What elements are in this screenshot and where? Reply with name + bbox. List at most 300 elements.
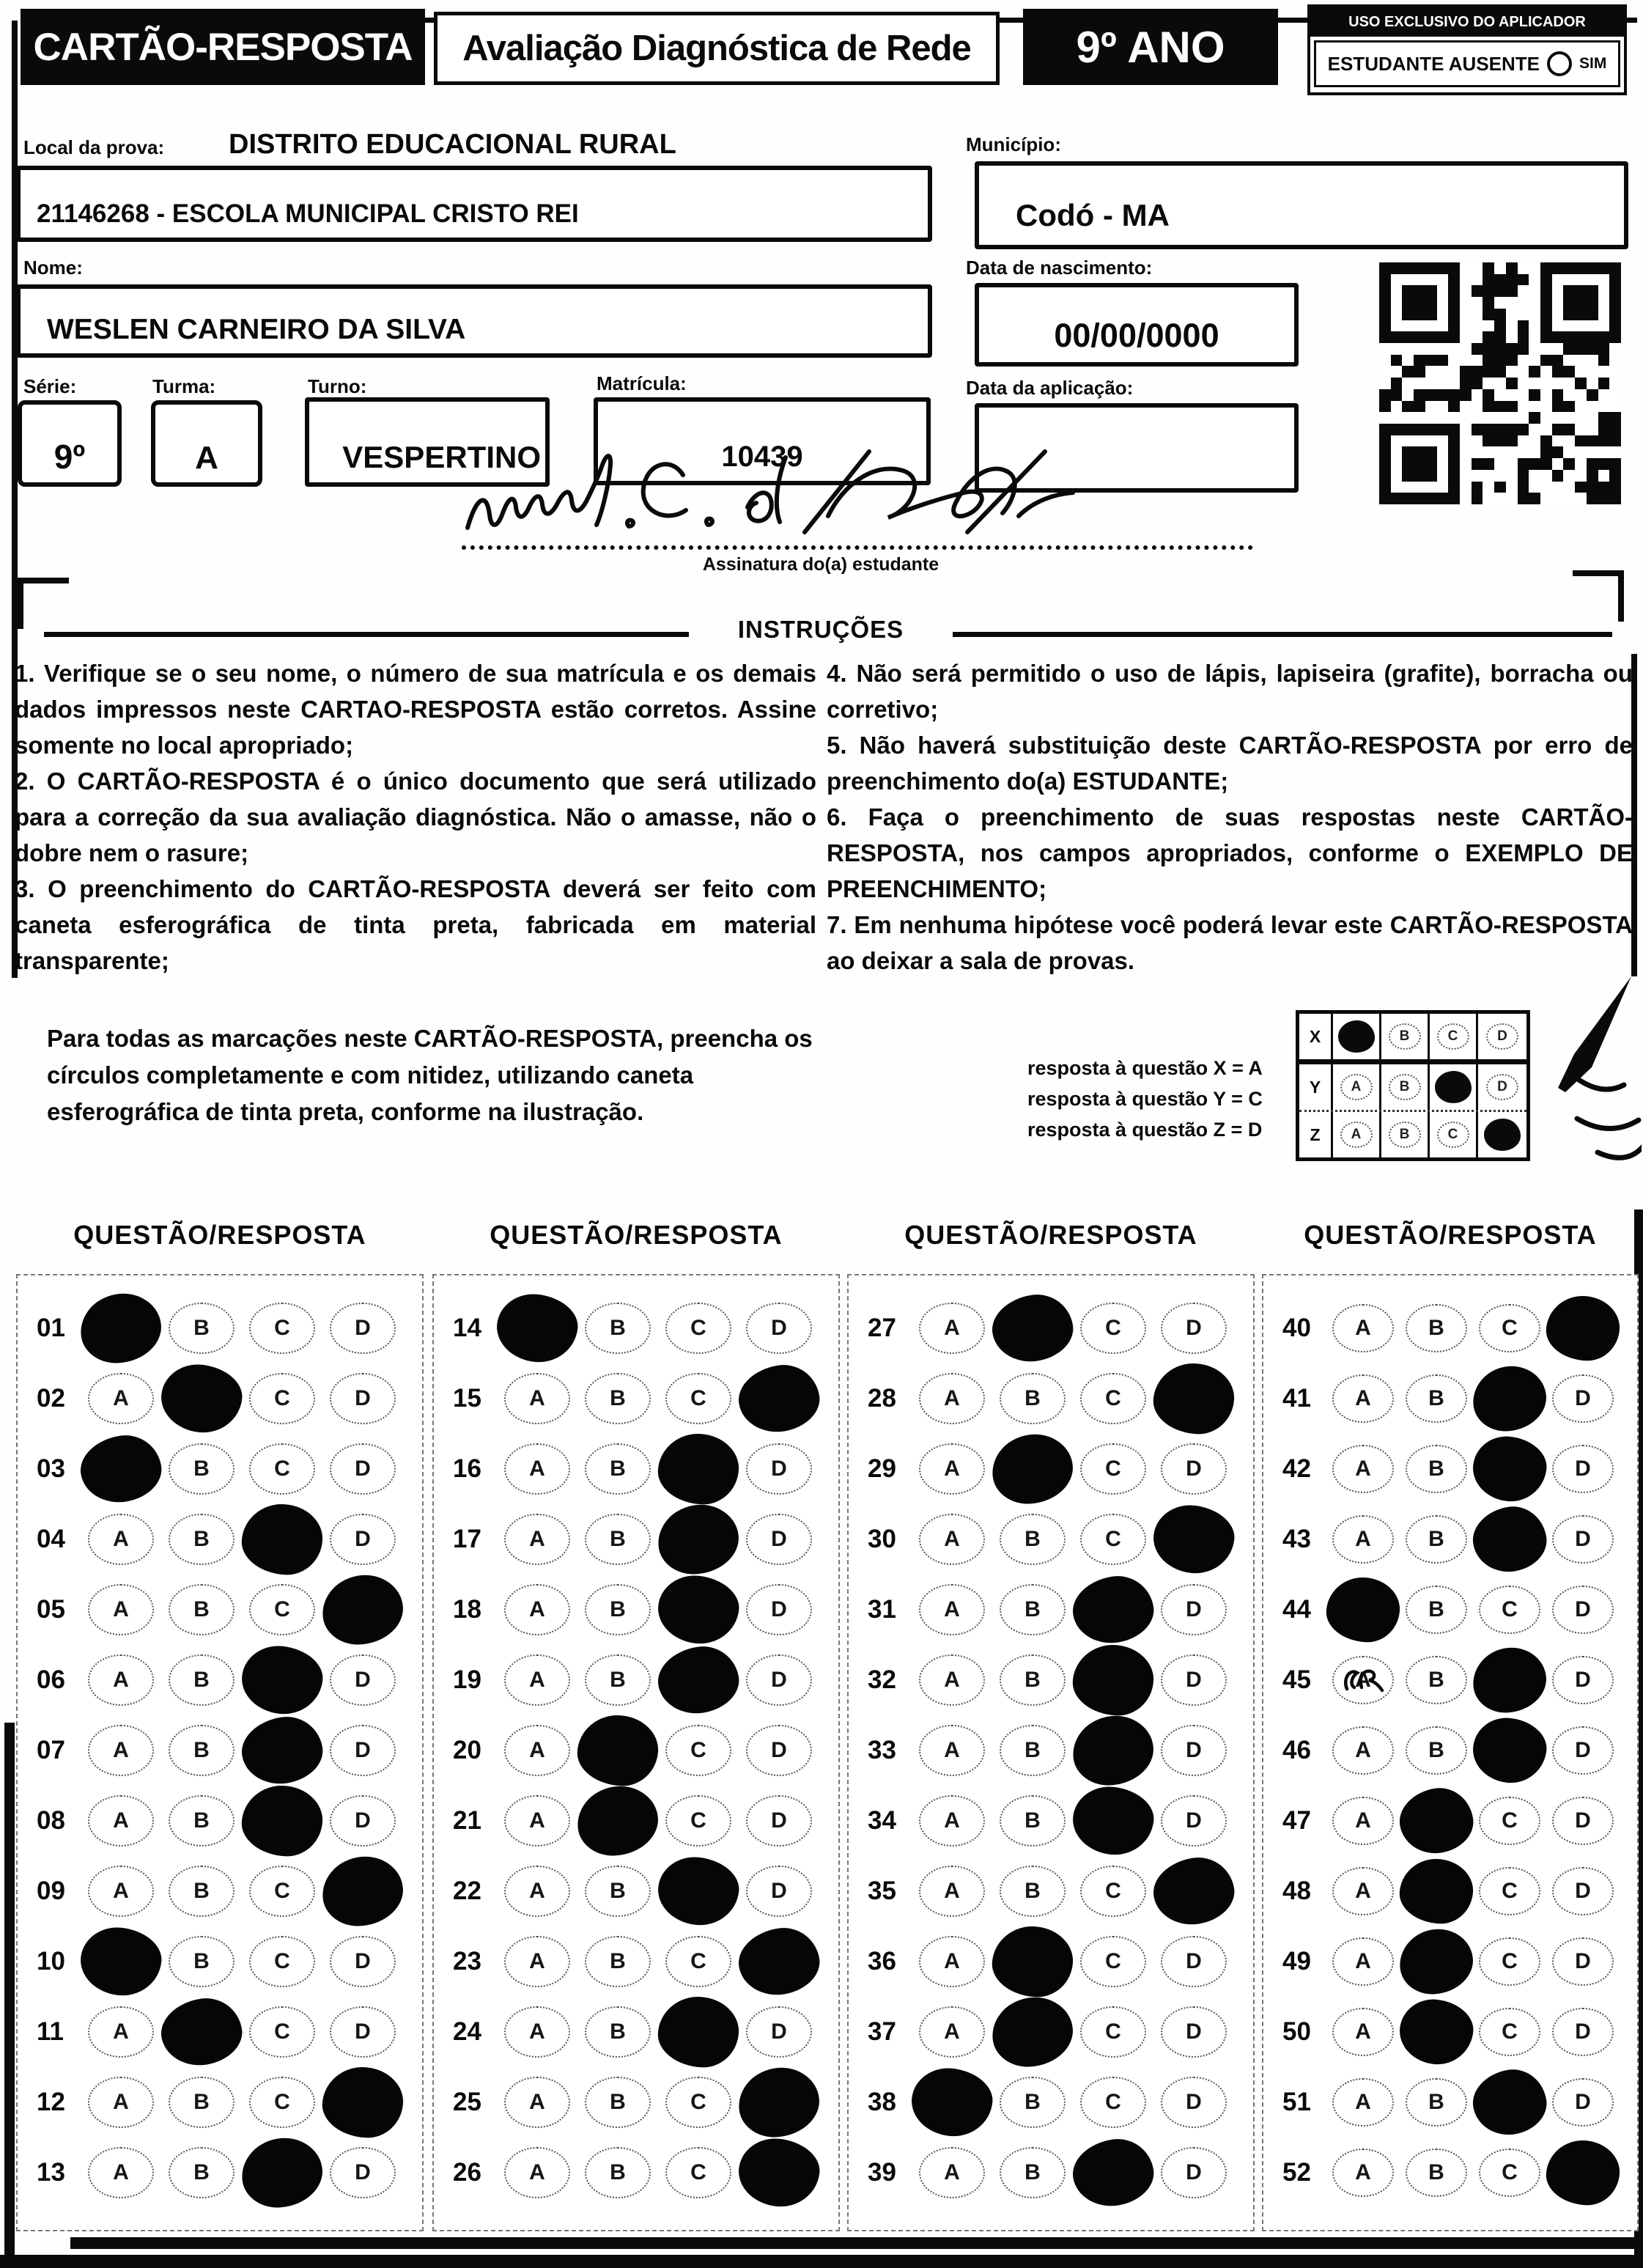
answer-cell [992, 1926, 1073, 1997]
bubble-B: B [169, 1936, 235, 1987]
question-number: 07 [37, 1736, 65, 1764]
question-number: 02 [37, 1384, 65, 1413]
answer-cell [1473, 1997, 1546, 2067]
answer-cell [1326, 1997, 1400, 2067]
marked-bubble [1071, 1643, 1156, 1717]
answer-cell [912, 1504, 992, 1575]
answer-cell [161, 1575, 242, 1645]
example-marked-bubble [1435, 1071, 1472, 1103]
instruction-item: 5. Não haverá substituição deste CARTÃO-RESPOSTA por erro de preenchimento do(a) ESTUDANTE; [827, 732, 1633, 795]
bubble-D: D [1161, 2006, 1227, 2058]
answer-cell [912, 1786, 992, 1856]
bubble-D: D [746, 1584, 812, 1635]
answer-cell [497, 1926, 577, 1997]
answer-cell [161, 1363, 242, 1434]
answer-cell [1153, 2067, 1234, 2138]
bubble-B: B [585, 1443, 651, 1495]
question-row [1263, 1434, 1637, 1504]
bubble-A: A [88, 1795, 154, 1847]
bubble-B: B [585, 1936, 651, 1987]
answer-cell [658, 1856, 739, 1926]
answer-cell [1400, 1997, 1473, 2067]
answer-cell [81, 1363, 161, 1434]
example-bubble-C: C [1437, 1023, 1469, 1050]
answer-cell [242, 1575, 322, 1645]
answer-cell [1473, 1926, 1546, 1997]
example-bubble-B: B [1389, 1122, 1421, 1148]
bubble-A: A [1332, 1867, 1394, 1915]
question-row [18, 1715, 422, 1786]
answer-cell [577, 1575, 658, 1645]
bubble-B: B [1406, 1304, 1467, 1352]
marked-bubble [237, 1712, 328, 1789]
bubble-B: B [1000, 2077, 1066, 2128]
question-number: 05 [37, 1595, 65, 1624]
bubble-B: B [169, 1866, 235, 1917]
answer-cell [1326, 1504, 1400, 1575]
answer-cell [658, 1575, 739, 1645]
bubble-A: A [88, 2006, 154, 2058]
answer-column-4 [1262, 1274, 1639, 2231]
answer-cell [1546, 1926, 1620, 1997]
answer-cell [497, 1997, 577, 2067]
example-cell [1333, 1064, 1381, 1110]
answer-cell [992, 1575, 1073, 1645]
bubble-A: A [919, 1866, 985, 1917]
bubble-B: B [1000, 1654, 1066, 1706]
bubble-A: A [1332, 1656, 1394, 1704]
turma-label: Turma: [152, 375, 216, 397]
nascimento-label: Data de nascimento: [966, 257, 1153, 279]
answer-cell [161, 1997, 242, 2067]
question-row [434, 1363, 838, 1434]
bubble-B: B [169, 1654, 235, 1706]
answer-cell [1400, 1504, 1473, 1575]
bubble-A: A [88, 1725, 154, 1776]
marked-bubble [1068, 1571, 1159, 1649]
marked-bubble [1470, 1645, 1548, 1715]
answer-cell [81, 1856, 161, 1926]
marked-bubble [240, 1502, 325, 1577]
answer-cell [1400, 1575, 1473, 1645]
answer-cell [658, 2067, 739, 2138]
question-number: 19 [453, 1665, 481, 1694]
matricula-field: 10439 [594, 397, 931, 485]
question-row [1263, 1926, 1637, 1997]
question-number: 34 [868, 1806, 896, 1835]
question-number: 33 [868, 1736, 896, 1764]
bubble-C: C [249, 2077, 315, 2128]
question-number: 22 [453, 1877, 481, 1905]
example-legend-line: resposta à questão Y = C [1027, 1088, 1263, 1110]
answer-cell [912, 1434, 992, 1504]
question-row [434, 1504, 838, 1575]
bubble-D: D [746, 1654, 812, 1706]
marked-bubble [991, 1924, 1075, 1999]
answer-cell [1326, 1575, 1400, 1645]
bubble-D: D [1552, 1515, 1614, 1564]
example-bubble-C: C [1437, 1122, 1469, 1148]
example-bubble-A: A [1340, 1122, 1373, 1148]
answer-cell [322, 1715, 403, 1786]
question-number: 04 [37, 1525, 65, 1553]
bubble-A: A [504, 1443, 570, 1495]
scan-edge-bottom [70, 2237, 1643, 2249]
bubble-A: A [88, 1866, 154, 1917]
answer-cell [1073, 1575, 1153, 1645]
question-number: 03 [37, 1454, 65, 1483]
answer-cell [322, 1504, 403, 1575]
marked-bubble [239, 2135, 325, 2210]
marked-bubble [1325, 1575, 1401, 1643]
bubble-B: B [585, 1514, 651, 1565]
marked-bubble [1545, 2138, 1621, 2206]
answer-cell [1473, 1645, 1546, 1715]
question-number: 13 [37, 2158, 65, 2187]
answer-cell [161, 1715, 242, 1786]
signature-caption: Assinatura do(a) estudante [702, 554, 939, 575]
bubble-A: A [88, 1584, 154, 1635]
question-row [1263, 2138, 1637, 2208]
question-row [434, 1997, 838, 2067]
question-row [18, 2138, 422, 2208]
answer-cell [1473, 1856, 1546, 1926]
question-number: 09 [37, 1877, 65, 1905]
answer-cell [322, 1856, 403, 1926]
example-row-label: X [1299, 1014, 1333, 1059]
bubble-B: B [1000, 1866, 1066, 1917]
question-number: 27 [868, 1314, 896, 1342]
question-row [434, 1856, 838, 1926]
bubble-A: A [88, 1514, 154, 1565]
bubble-C: C [1080, 1936, 1146, 1987]
answer-cell [161, 1856, 242, 1926]
answer-cell [1400, 2138, 1473, 2208]
question-row [1263, 1997, 1637, 2067]
question-row [18, 2067, 422, 2138]
question-number: 31 [868, 1595, 896, 1624]
answer-cell [81, 1786, 161, 1856]
answer-cell [1073, 2067, 1153, 2138]
answer-cell [1473, 1363, 1546, 1434]
answer-cell [1153, 1786, 1234, 1856]
marked-bubble [734, 1923, 824, 2000]
answer-cell [658, 1504, 739, 1575]
answer-cell [497, 1434, 577, 1504]
bubble-C: C [665, 1795, 731, 1847]
answer-cell [1153, 1363, 1234, 1434]
answers-header-1: QUESTÃO/RESPOSTA [73, 1220, 366, 1250]
question-number: 42 [1282, 1454, 1311, 1483]
marked-bubble [655, 1501, 742, 1577]
answer-cell [1400, 1786, 1473, 1856]
example-cell [1430, 1014, 1478, 1059]
bubble-A: A [1332, 1445, 1394, 1493]
example-cell [1381, 1112, 1430, 1157]
question-number: 36 [868, 1947, 896, 1976]
question-number: 32 [868, 1665, 896, 1694]
bubble-A: A [1332, 2149, 1394, 2197]
answer-cell [242, 1645, 322, 1715]
answer-cell [322, 1363, 403, 1434]
bubble-B: B [1406, 2149, 1467, 2197]
answer-cell [739, 1645, 819, 1715]
bubble-B: B [1406, 1656, 1467, 1704]
pen-scribble [1337, 1661, 1388, 1701]
bubble-B: B [585, 2077, 651, 2128]
answer-cell [739, 1293, 819, 1363]
bubble-A: A [919, 1725, 985, 1776]
bubble-A: A [504, 1795, 570, 1847]
question-number: 44 [1282, 1595, 1311, 1624]
marked-bubble [78, 1290, 164, 1366]
bubble-C: C [1080, 1514, 1146, 1565]
answer-cell [81, 2138, 161, 2208]
answer-cell [1473, 1715, 1546, 1786]
question-row [434, 1715, 838, 1786]
bubble-D: D [1552, 1726, 1614, 1775]
bubble-A: A [504, 1936, 570, 1987]
bubble-D: D [1552, 1797, 1614, 1845]
question-row [18, 1504, 422, 1575]
answer-cell [912, 2138, 992, 2208]
bubble-D: D [746, 1795, 812, 1847]
answer-cell [161, 1786, 242, 1856]
example-marked-bubble [1338, 1020, 1375, 1053]
bubble-C: C [665, 1373, 731, 1424]
question-number: 23 [453, 1947, 481, 1976]
bubble-D: D [1161, 1795, 1227, 1847]
example-bubble-B: B [1389, 1023, 1421, 1050]
question-number: 47 [1282, 1806, 1311, 1835]
question-row [849, 1715, 1253, 1786]
question-row [18, 1997, 422, 2067]
absent-yes-label: SIM [1579, 55, 1607, 72]
bubble-D: D [746, 2006, 812, 2058]
aplicacao-label: Data da aplicação: [966, 377, 1134, 399]
answer-cell [1326, 1856, 1400, 1926]
bubble-B: B [169, 2077, 235, 2128]
question-row [1263, 1504, 1637, 1575]
answer-cell [242, 1504, 322, 1575]
bubble-C: C [249, 1584, 315, 1635]
answer-cell [497, 1856, 577, 1926]
answer-cell [1153, 2138, 1234, 2208]
answers-header-3: QUESTÃO/RESPOSTA [904, 1220, 1197, 1250]
bubble-D: D [330, 1303, 396, 1354]
bubble-D: D [1552, 2078, 1614, 2127]
bubble-C: C [1080, 1443, 1146, 1495]
instruction-item: 1. Verifique se o seu nome, o número de sua matrícula e os demais dados impressos neste CARTAO-RESPOSTA estão corretos. Assine somente no local apropriado; [15, 660, 816, 759]
answer-cell [1546, 2138, 1620, 2208]
answer-cell [577, 1645, 658, 1715]
question-row [18, 1434, 422, 1504]
bubble-D: D [330, 1795, 396, 1847]
student-absent-label: ESTUDANTE AUSENTE [1327, 52, 1540, 75]
example-bubble-D: D [1486, 1023, 1518, 1050]
question-row [849, 1786, 1253, 1856]
marked-bubble [1069, 1783, 1156, 1859]
answer-cell [1546, 1293, 1620, 1363]
marked-bubble [657, 1432, 741, 1506]
question-number: 21 [453, 1806, 481, 1835]
answer-cell [1153, 1715, 1234, 1786]
form-subtitle: Avaliação Diagnóstica de Rede [434, 12, 1000, 85]
bubble-B: B [1406, 1445, 1467, 1493]
marked-bubble [158, 1361, 245, 1437]
instruction-item: 3. O preenchimento do CARTÃO-RESPOSTA deverá ser feito com caneta esferográfica de tinta preta, fabricada em material transparente; [15, 875, 816, 974]
instruction-item: 4. Não será permitido o uso de lápis, lapiseira (grafite), borracha ou corretivo; [827, 660, 1633, 723]
question-number: 25 [453, 2088, 481, 2116]
question-number: 20 [453, 1736, 481, 1764]
answer-cell [1400, 1434, 1473, 1504]
answer-cell [739, 1363, 819, 1434]
bubble-A: A [1332, 1726, 1394, 1775]
bubble-B: B [169, 1443, 235, 1495]
answer-cell [1546, 2067, 1620, 2138]
answer-cell [912, 1926, 992, 1997]
bubble-A: A [919, 1373, 985, 1424]
question-number: 10 [37, 1947, 65, 1976]
bubble-A: A [919, 1303, 985, 1354]
bubble-A: A [919, 2006, 985, 2058]
answer-cell [1073, 1434, 1153, 1504]
school-field: 21146268 - ESCOLA MUNICIPAL CRISTO REI [16, 166, 932, 242]
instructions-column-right [827, 655, 1633, 979]
marked-bubble [157, 1993, 247, 2071]
turma-field: A [151, 400, 262, 487]
answer-cell [658, 1363, 739, 1434]
example-bubble-D: D [1486, 1074, 1518, 1100]
question-row [18, 1645, 422, 1715]
question-row [18, 1856, 422, 1926]
instructions-rule-left [44, 632, 689, 637]
answer-column-2 [432, 1274, 840, 2231]
answer-cell [242, 1434, 322, 1504]
bubble-A: A [88, 1654, 154, 1706]
answer-cell [242, 1856, 322, 1926]
bubble-C: C [1479, 2008, 1540, 2056]
bubble-D: D [1552, 1445, 1614, 1493]
example-legend [1027, 1053, 1263, 1145]
bubble-D: D [330, 1654, 396, 1706]
bubble-B: B [1000, 1725, 1066, 1776]
answer-cell [322, 2067, 403, 2138]
marked-bubble [1469, 2065, 1551, 2140]
marked-bubble [736, 2064, 822, 2140]
instructions-heading: INSTRUÇÕES [737, 616, 904, 643]
question-row [434, 2067, 838, 2138]
marked-bubble [657, 1995, 741, 2069]
bubble-D: D [1552, 1656, 1614, 1704]
question-row [18, 1363, 422, 1434]
serie-field: 9º [18, 400, 122, 487]
answer-cell [1326, 2067, 1400, 2138]
question-number: 40 [1282, 1314, 1311, 1342]
form-title: CARTÃO-RESPOSTA [21, 9, 425, 85]
bubble-D: D [746, 1725, 812, 1776]
answer-cell [577, 1997, 658, 2067]
example-cell [1381, 1014, 1430, 1059]
answer-cell [497, 2138, 577, 2208]
bubble-A: A [919, 1514, 985, 1565]
marked-bubble [238, 1643, 325, 1718]
absent-bubble-icon [1547, 51, 1572, 76]
bubble-B: B [1000, 1795, 1066, 1847]
answer-cell [1546, 1856, 1620, 1926]
question-row [849, 1575, 1253, 1645]
answer-cell [1400, 1293, 1473, 1363]
bubble-A: A [504, 1725, 570, 1776]
answer-cell [577, 1363, 658, 1434]
bubble-A: A [1332, 2078, 1394, 2127]
answer-cell [161, 2067, 242, 2138]
answer-cell [242, 1926, 322, 1997]
answer-cell [161, 2138, 242, 2208]
answer-cell [1400, 1715, 1473, 1786]
question-number: 45 [1282, 1665, 1311, 1694]
answer-cell [739, 1434, 819, 1504]
question-row [434, 1926, 838, 1997]
bubble-B: B [1406, 1515, 1467, 1564]
answer-column-3 [847, 1274, 1255, 2231]
bubble-D: D [1552, 1374, 1614, 1423]
question-row [434, 1645, 838, 1715]
bubble-D: D [330, 1443, 396, 1495]
bubble-A: A [88, 2077, 154, 2128]
question-number: 29 [868, 1454, 896, 1483]
bubble-B: B [169, 1584, 235, 1635]
bubble-C: C [665, 1725, 731, 1776]
marked-bubble [654, 1572, 742, 1648]
answer-cell [992, 1504, 1073, 1575]
answer-cell [1473, 1434, 1546, 1504]
answer-cell [1473, 1293, 1546, 1363]
question-row [1263, 1645, 1637, 1715]
answer-cell [1153, 1434, 1234, 1504]
answer-cell [322, 1575, 403, 1645]
answer-cell [1073, 1645, 1153, 1715]
example-row-label: Y [1299, 1064, 1333, 1110]
bubble-B: B [585, 1373, 651, 1424]
answer-column-1 [16, 1274, 424, 2231]
answer-cell [81, 2067, 161, 2138]
answer-cell [912, 1363, 992, 1434]
question-row [1263, 1786, 1637, 1856]
scan-edge-left-lower [4, 1723, 15, 2268]
question-number: 52 [1282, 2158, 1311, 2187]
answer-cell [577, 2138, 658, 2208]
answer-cell [1153, 1997, 1234, 2067]
bubble-D: D [330, 1936, 396, 1987]
bubble-D: D [1161, 1725, 1227, 1776]
bubble-B: B [1406, 2078, 1467, 2127]
bubble-D: D [1552, 1586, 1614, 1634]
marked-bubble [320, 1853, 406, 1929]
bubble-A: A [504, 2147, 570, 2198]
question-row [434, 1434, 838, 1504]
answer-cell [1326, 1786, 1400, 1856]
answer-cell [992, 1363, 1073, 1434]
answer-cell [992, 1997, 1073, 2067]
answer-cell [1400, 1363, 1473, 1434]
answer-cell [739, 1997, 819, 2067]
marked-bubble [654, 1854, 742, 1929]
bubble-D: D [746, 1866, 812, 1917]
answer-cell [497, 1575, 577, 1645]
question-number: 06 [37, 1665, 65, 1694]
marked-bubble [1470, 1363, 1548, 1434]
